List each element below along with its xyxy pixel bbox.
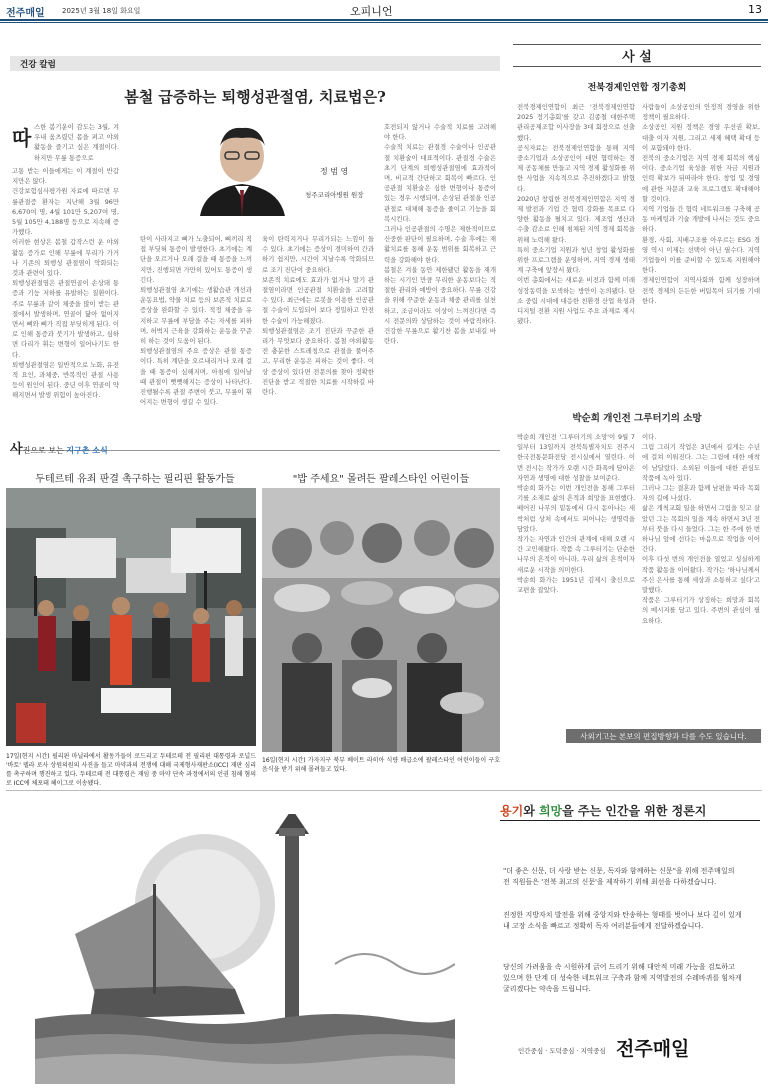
page-number: 13 — [748, 3, 762, 16]
drop-cap: 따 — [12, 126, 32, 150]
ad-slogan: 인간중심 · 도덕중심 · 지역중심 — [518, 1047, 606, 1055]
editorial1-title: 전북경제인연합 정기총회 — [587, 83, 687, 93]
ad-paragraph-2: 진정한 지방자치 발전을 위해 중앙지와 탄송하는 형태를 벗어나 보다 깊이 있게 내 고장 소식을 빠르고 정확히 독자 여러분들에게 전달하겠습니다. — [503, 911, 742, 930]
disclaimer-text: 사외기고는 본보의 편집방향과 다를 수도 있습니다. — [580, 732, 747, 741]
story1-caption: 17일(현지 시간) 필리핀 마닐라에서 활동가들이 로드리고 두테르테 전 필리핀 대통령과 로널드 '바토' 델라 로사 상원의원의 사진을 들고 마약과의 전쟁에 대해 국제형사재판소(ICC) 재판 심리를 촉구하며 행진하고 있다. 두테르테 전 대통령은 재임 중 마약 단속 과정에서의 인권 침해 혐의로 ICC에 체포돼 헤이그로 이송됐다. — [6, 753, 256, 787]
ad-headline-courage: 용기 — [500, 804, 524, 818]
editorial2-title: 박순희 개인전 그루터기의 소망 — [572, 413, 702, 424]
editorial-box-rule — [513, 44, 761, 45]
ad-headline-underline — [500, 820, 760, 821]
paper-name: 전주매일 — [6, 8, 45, 19]
news-tag-rest: 진으로 보는 — [22, 446, 67, 455]
news-tag-big: 사 — [10, 442, 23, 457]
ad-headline — [500, 802, 706, 819]
author-photo — [185, 116, 300, 216]
editorial2-text-1: 박순희 개인전 '그루터기의 소망'이 9월 7일부터 13일까지 전북특별자치도 전주시 한국전통문화전당 전시실에서 열린다. 이번 전시는 작가가 오랜 시간 화폭에 담아온 자연과 생명에 대한 성찰을 보여준다. 박순희 화가는 이번 개인전을 통해 그루터기를 소재로 삶의 흔적과 희망을 표현했다. 베어진 나무의 밑동에서 다시 돋아나는 새싹처럼 상처 속에서도 피어나는 생명력을 담았다. 작가는 자연과 인간의 관계에 대해 오랜 시간 고민해왔다. 작품 속 그루터기는 단순한 나무의 흔적이 아니라, 우리 삶의 흔적이자 새로운 시작을 의미한다. 박순희 화가는 1951년 김제시 출신으로 교편을 잡았다. — [517, 433, 635, 595]
story2-photo — [262, 488, 500, 752]
news-tag-accent: 지구촌 소식 — [66, 446, 108, 455]
issue-date: 2025년 3월 18일 화요일 — [62, 7, 141, 15]
editorial2-text-2: 이다. 그림 그리기 작업은 3년에서 길게는 수년에 걸쳐 이뤄진다. 그는 그림에 대한 애착이 남달랐다. 소외된 이들에 대한 관심도 작품에 녹아 있다. 그러나 그는 결혼과 함께 남편을 따라 목회자의 길에 나섰다. 삶은 개척교회 일을 하면서 그림을 잊고 살았던 그는 목회의 일을 계속 하면서 3년 전부터 붓을 다시 들었다. 그는 한 주에 한 번 하나님 앞에 선다는 마음으로 작업을 이어간다. 이후 다섯 번의 개인전을 열었고 성실하게 작품 활동을 이어왔다. 작가는 '하나님께서 주신 은사를 통해 세상과 소통하고 싶다'고 말했다. 작품은 그루터기가 상징하는 희망과 회복의 메시지를 담고 있다. 주변의 관심이 필요하다. — [642, 433, 760, 625]
author-name: 정 범 영 — [320, 167, 349, 176]
section-title: 오피니언 — [350, 5, 393, 18]
editorial1-text-1: 전북경제인연합이 최근 '전북경제인연합 2025 정기총회'를 갖고 김종철 대한주택관리공제조합 이사장을 3대 회장으로 선출했다. 공식자료는 전북경제인연합을 통해 지역 중소기업과 소상공인이 대면 협력하는 경제 공동체를 만들고 지역 경제 활성화를 위한 사업을 지속적으로 추진하겠다고 밝혔다. 2020년 창립한 전북경제인연합은 지역 경제 발전과 기업 간 협력 강화를 목표로 다양한 활동을 펼치고 있다. 제조업 생산과 수출 감소로 인해 침체된 지역 경제 회복을 위해 노력해 왔다. 특히 중소기업 지원과 청년 창업 활성화를 위한 프로그램을 운영하며, 지역 경제 생태계 구축에 앞장서 왔다. 이번 총회에서는 새로운 비전과 함께 미래 성장동력을 모색하는 방안이 논의됐다. 탄소 중립 시대에 대응한 친환경 산업 육성과 디지털 전환 지원 사업도 주요 과제로 제시됐다. — [517, 103, 635, 326]
column-tag: 건강 칼럼 — [20, 60, 56, 70]
editorial-label-rule — [513, 66, 761, 67]
ad-paragraph-1: "더 좋은 신문, 더 사랑 받는 신문, 독자와 함께하는 신문"을 위해 전주매일의 전 직원들은 '전북 최고의 신문'을 제작하기 위해 최선을 다하겠습니다. — [503, 867, 735, 886]
editorial-label: 사 설 — [622, 50, 652, 65]
header-rule — [0, 19, 768, 21]
column-text-1b: 고통 받는 이들에게는 이 계절이 반갑지만은 않다. 건강보험심사평가원 자료에 따르면 무릎관절증 환자는 지난해 3월 96만 6,670여 명, 4월 101만 5,207여 명, 5월 105만 4,188명 등으로 지속해 증가했다. 이러한 현상은 봄철 갑작스런 운 야외활동 증가로 인해 무릎에 무리가 가거나 기존의 퇴행성 관절염이 악화되는 것과 관련이 있다. 퇴행성관절염은 관절연골이 손상돼 통증과 기능 저하를 유발하는 질환이다. 주로 무릎과 같이 체중을 많이 받는 관절에서 발생하며, 연골이 닳아 없어지면서 뼈와 뼈가 직접 부딪히게 된다. 이로 인해 통증과 붓기가 발생하고, 심하면 다리가 휘는 변형이 일어나기도 한다. 퇴행성관절염은 일반적으로 노화, 유전적 요인, 과체중, 반복적인 관절 사용 등이 원인이 된다. 중년 이후 연골이 약해지면서 발생 위험이 높아진다. — [12, 167, 119, 400]
column-text-1: 스한 봄기운이 감도는 3월, 겨우내 움츠렸던 몸을 펴고 야외활동을 즐기고 싶은 계절이다. 하지만 무릎 통증으로 — [34, 123, 119, 162]
column-text-4: 호전되지 않거나 수술적 치료를 고려해야 한다. 수술적 치료는 관절경 수술이나 인공관절 치환술이 대표적이다. 관절경 수술은 초기 단계의 퇴행성관절염에 효과적이며, 비교적 간단하고 회복이 빠르다. 인공관절 치환술은 심한 변형이나 통증이 있는 경우 시행되며, 손상된 관절을 인공관절로 대체해 통증을 줄이고 기능을 회복시킨다. 그러나 인공관절의 수명은 제한적이므로 신중한 판단이 필요하며, 수술 후에는 재활치료를 통해 운동 범위를 회복하고 근력을 강화해야 한다. 봄철은 겨울 동안 제한됐던 활동을 재개하는 시기인 만큼 무리한 운동보다는 적절한 관리와 예방이 중요하다. 무릎 건강을 위해 꾸준한 운동과 체중 관리를 실천하고, 조금이라도 이상이 느껴진다면 즉시 전문의와 상담하는 것이 바람직하다. 건강한 무릎으로 활기찬 봄을 보내길 바란다. — [384, 123, 496, 346]
header-rule-thin — [0, 22, 768, 23]
ad-paragraph-3: 당신의 가려움을 속 시원하게 긁어 드리기 위해 대안적 미래 가능을 검토하고 있으며 한 단계 더 성숙한 네트워크 구축과 함께 지역발전의 수레바퀴를 힘차게 굴리겠다는 약속을 드립니다. — [503, 963, 742, 993]
news-tag — [10, 438, 108, 457]
ad-headline-and: 와 — [523, 804, 539, 818]
author-title: 청주코리아병원 원장 — [305, 191, 364, 199]
column-text-3: 육이 탄력지거나 무리가되는 느낌이 들 수 있다. 초기에는 증상이 경미하여 간과하기 쉽지만, 시간이 지날수록 악화되므로 조기 진단이 중요하다. 보존적 치료에도 효과가 없거나 말기 관절염이라면 인공관절 치환술을 고려할 수 있다. 최근에는 로봇을 이용한 인공관절 수술이 도입되어 보다 정밀하고 안전한 수술이 가능해졌다. 퇴행성관절염은 조기 진단과 꾸준한 관리가 무엇보다 중요하다. 봄철 야외활동 전 충분한 스트레칭으로 관절을 풀어주고, 무리한 운동은 피하는 것이 좋다. 이상 증상이 있다면 전문의를 찾아 정확한 진단을 받고 적절한 치료를 시작하길 바란다. — [262, 235, 374, 397]
editorial1-text-2: 사람들이 소상공인의 안정적 경영을 위한 정책이 필요하다. 소상공인 지원 정책은 경영 우선권 확보, 대출 이자 지원, 그리고 세제 혜택 확대 등이 포함돼야 한다. 전북의 중소기업은 지역 경제 회복의 핵심이다. 중소기업 육성을 위한 자금 지원과 인력 확보가 뒤따라야 한다. 창업 및 경영에 관한 자문과 교육 프로그램도 확대해야 할 것이다. 지역 기업들 간 협력 네트워크를 구축해 공동 마케팅과 기술 개발에 나서는 것도 중요하다. 환경, 사회, 지배구조를 아우르는 ESG 경영 역시 이제는 선택이 아닌 필수다. 지역 기업들이 이를 준비할 수 있도록 지원해야 한다. 경제인연합이 지역사회와 함께 성장하며 전북 경제의 든든한 버팀목이 되기를 기대한다. — [642, 103, 760, 305]
ad-logo: 전주매일 — [616, 1038, 690, 1060]
story2-title: "밥 주세요" 몰려든 팔레스타인 어린이들 — [292, 474, 470, 485]
ad-divider — [6, 790, 762, 791]
column-tag-box — [10, 56, 500, 71]
column-title: 봄철 급증하는 퇴행성관절염, 치료법은? — [124, 88, 386, 106]
ad-headline-hope: 희망 — [538, 804, 563, 818]
story1-photo — [6, 488, 256, 746]
story2-caption: 16일(현지 시간) 가자지구 북부 베이트 라히아 식량 배급소에 팔레스타인 어린이들이 구호 음식을 받기 위해 몰려들고 있다. — [262, 757, 500, 773]
ad-headline-rest: 을 주는 인간을 위한 정론지 — [562, 804, 707, 818]
column-text-2: 탄이 사라지고 뼈가 노출되어, 뼈끼리 직접 부딪혀 통증이 발생한다. 초기에는 계단을 오르거나 오래 걸을 때 통증을 느끼지만, 진행되면 가만히 있어도 통증이 생긴다. 퇴행성관절염 초기에는 생활습관 개선과 운동요법, 약물 치료 등의 보존적 치료로 증상을 완화할 수 있다. 적정 체중을 유지하고 무릎에 부담을 주는 자세를 피하며, 허벅지 근육을 강화하는 운동을 꾸준히 하는 것이 도움이 된다. 퇴행성관절염의 주요 증상은 관절 통증이다. 특히 계단을 오르내리거나 오래 걸을 때 통증이 심해지며, 아침에 일어날 때 관절이 뻣뻣해지는 증상이 나타난다. 진행될수록 관절 주변이 붓고, 무릎이 휘어지는 변형이 생길 수 있다. — [140, 235, 252, 407]
story1-title: 두테르테 유죄 판결 촉구하는 필리핀 활동가들 — [35, 474, 235, 485]
ad-illustration — [35, 814, 455, 1084]
